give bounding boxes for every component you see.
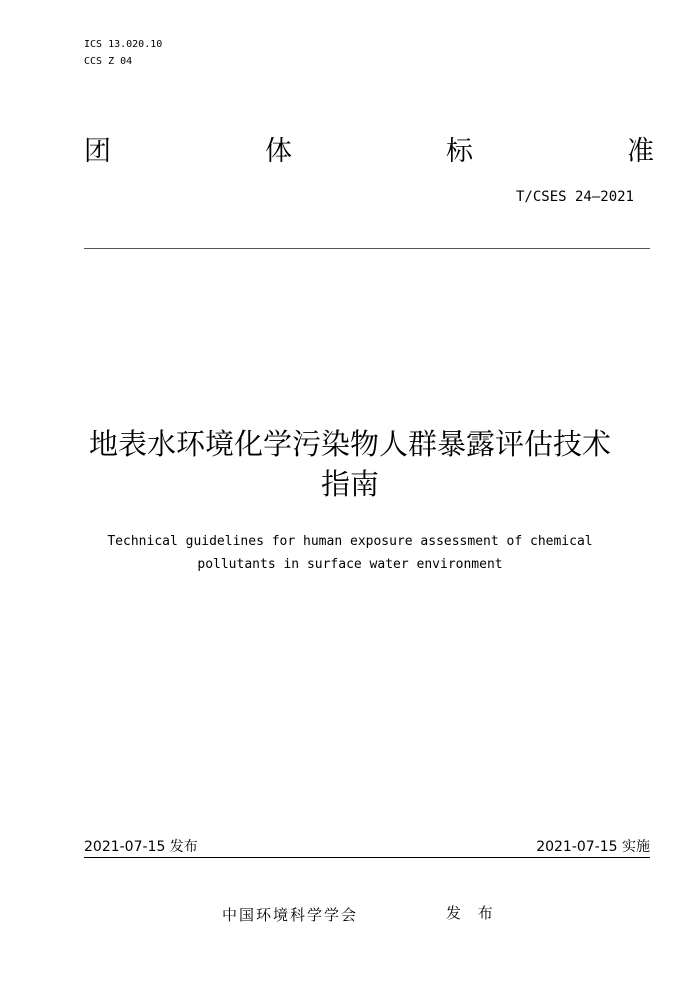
english-title: [40, 530, 660, 576]
ccs-code: CCS Z 04: [84, 56, 133, 67]
issuing-organization: 中国环境科学学会: [222, 906, 359, 924]
bottom-divider: [84, 857, 650, 858]
english-title-line-2: pollutants in surface water environment: [197, 557, 503, 572]
standard-type-char-1: 团: [84, 136, 111, 167]
chinese-title: [60, 424, 640, 504]
classification-codes: [84, 36, 162, 70]
standard-type-char-3: 标: [446, 136, 473, 167]
chinese-title-line-2: 指南: [320, 467, 379, 501]
implement-date: 2021-07-15 实施: [536, 839, 650, 855]
issue-label: 发 布: [446, 904, 499, 922]
date-row: [84, 838, 650, 856]
standard-type-char-4: 准: [627, 136, 654, 167]
standard-type-heading: [84, 134, 654, 170]
chinese-title-line-1: 地表水环境化学污染物人群暴露评估技术: [88, 427, 611, 461]
standard-number: T/CSES 24—2021: [515, 189, 634, 205]
standard-type-char-2: 体: [265, 136, 292, 167]
english-title-line-1: Technical guidelines for human exposure assessment of chemical: [107, 534, 593, 549]
top-divider: [84, 248, 650, 249]
publish-date: 2021-07-15 发布: [84, 839, 198, 855]
ics-code: ICS 13.020.10: [84, 39, 163, 50]
